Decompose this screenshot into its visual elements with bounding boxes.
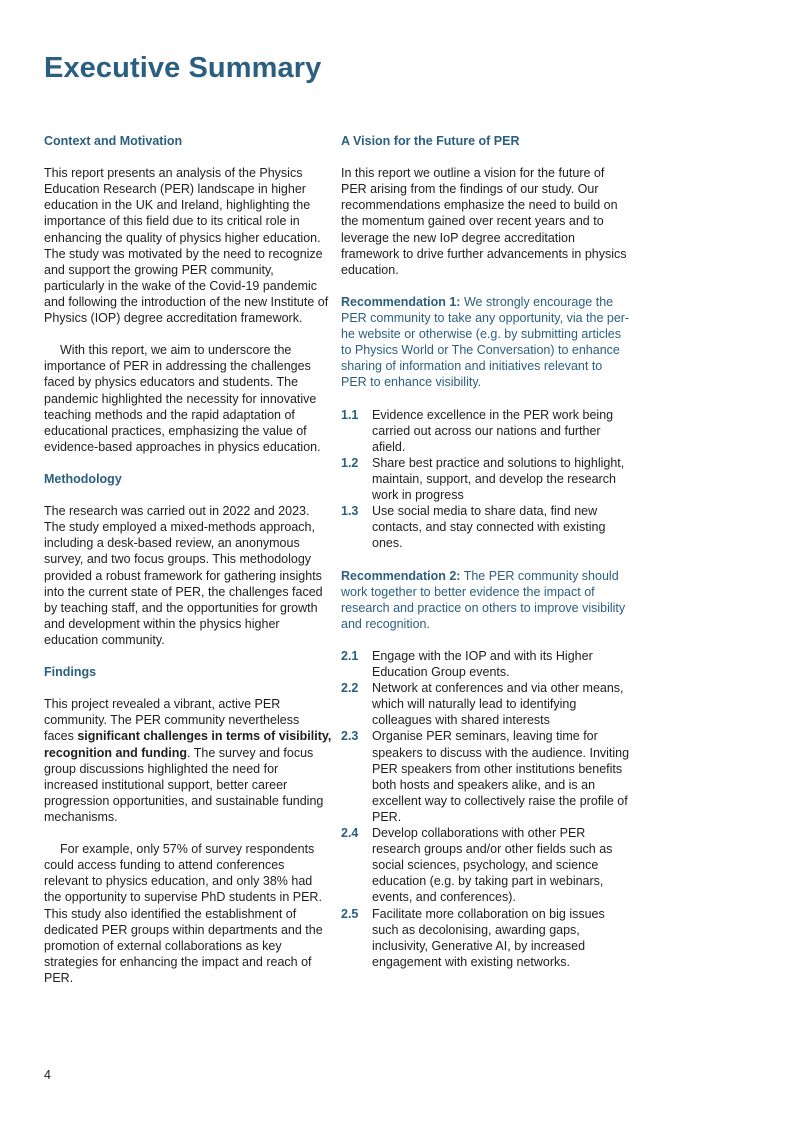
list-item-text: Network at conferences and via other means, which will naturally lead to identifying colleagues with shared interests (372, 681, 624, 728)
recommendation-2 (341, 568, 631, 632)
recommendation-1-list (341, 407, 631, 552)
vision-heading: A Vision for the Future of PER (341, 134, 520, 148)
list-item (341, 825, 631, 905)
context-paragraph-1: This report presents an analysis of the Physics Education Research (PER) landscape in higher education in the UK and Ireland, highlighting the importance of this field due to its critical role in enhancing the quality of physics higher education. The study was motivated by the need to recognize and support the growing PER community, particularly in the wake of the Covid-19 pandemic and following the introduction of the new Institute of Physics (IOP) degree accreditation framework. (44, 166, 329, 326)
findings-heading: Findings (44, 665, 97, 680)
list-item-number: 1.2 (341, 455, 359, 470)
list-item (341, 455, 631, 503)
list-item-text: Evidence excellence in the PER work being carried out across our nations and further afield. (372, 407, 614, 454)
recommendation-2-label: Recommendation 2: (341, 568, 461, 583)
recommendation-2-list (341, 648, 631, 970)
findings-emphasis: significant challenges in terms of visibility, recognition and funding (44, 729, 332, 760)
recommendation-2-text: The PER community should work together to better evidence the impact of research and practice on others to improve visibility and recognition. (341, 568, 626, 631)
list-item (341, 503, 631, 551)
left-column (44, 133, 332, 986)
list-item-number: 2.5 (341, 906, 359, 921)
list-item (341, 728, 631, 825)
list-item-number: 2.2 (341, 681, 359, 696)
list-item-text: Share best practice and solutions to highlight, maintain, support, and develop the research work in progress (372, 455, 625, 503)
list-item (341, 680, 631, 728)
list-item-text: Engage with the IOP and with its Higher Education Group events. (372, 649, 593, 680)
list-item-text: Use social media to share data, find new contacts, and stay connected with existing ones. (372, 504, 606, 551)
list-item-text: Organise PER seminars, leaving time for speakers to discuss with the audience. Inviting PER speakers from other institutions benefits both hosts and speakers alike, and is an excellent way to collectively raise the profile of PER. (372, 729, 630, 824)
list-item (341, 906, 631, 970)
list-item-number: 2.1 (341, 649, 359, 663)
findings-text-b: . The survey and focus group discussions highlighted the need for increased institutional support, better career progression opportunities, and sustainable funding mechanisms. (44, 745, 324, 824)
methodology-paragraph: The research was carried out in 2022 and 2023. The study employed a mixed-methods approach, including a desk-based review, an anonymous survey, and two focus groups. This methodology provided a robust framework for gathering insights into the current state of PER, the challenges faced by teaching staff, and the opportunities for growth and development within the physics higher education community. (44, 504, 323, 647)
context-paragraph-2: With this report, we aim to underscore the importance of PER in addressing the challenges faced by physics educators and students. The pandemic highlighted the necessity for innovative teaching methods and the rapid adaptation of educational practices, emphasizing the value of evidence-based approaches in physics education. (44, 343, 321, 454)
list-item (341, 648, 631, 680)
recommendation-1-text: We strongly encourage the PER community to take any opportunity, via the per-he website or otherwise (e.g. by submitting articles to Physics World or The Conversation) to enhance sharing of information and initiatives relevant to PER to enhance visibility. (341, 294, 630, 390)
list-item-number: 1.1 (341, 407, 359, 422)
findings-paragraph-1 (44, 696, 332, 825)
list-item-text: Facilitate more collaboration on big issues such as decolonising, awarding gaps, inclusivity, Generative AI, by increased engagement with existing networks. (372, 906, 605, 969)
list-item (341, 407, 631, 455)
recommendation-1 (341, 294, 631, 391)
context-heading: Context and Motivation (44, 134, 183, 148)
vision-paragraph: In this report we outline a vision for the future of PER arising from the findings of our study. Our recommendations emphasize the need to build on the momentum gained over recent years and to leverage the new IoP degree accreditation framework to drive further advancements in physics education. (341, 166, 627, 277)
list-item-text: Develop collaborations with other PER research groups and/or other fields such as social sciences, psychology, and science education (e.g. by taking part in webinars, events, and conferences). (372, 826, 613, 905)
list-item-number: 1.3 (341, 504, 359, 519)
methodology-heading: Methodology (44, 471, 122, 486)
list-item-number: 2.4 (341, 826, 359, 841)
right-column (341, 133, 631, 970)
page-number: 4 (44, 1068, 51, 1082)
findings-paragraph-2: For example, only 57% of survey respondents could access funding to attend conferences relevant to physics education, and only 38% had the opportunity to supervise PhD students in PER. This study also identified the establishment of dedicated PER groups within departments and the promotion of external collaborations as key strategies for enhancing the impact and reach of PER. (44, 842, 323, 985)
page-title: Executive Summary (44, 52, 322, 84)
recommendation-1-label: Recommendation 1: (341, 294, 461, 309)
list-item-number: 2.3 (341, 729, 359, 744)
findings-text-a: This project revealed a vibrant, active PER community. The PER community nevertheless faces (44, 697, 300, 744)
